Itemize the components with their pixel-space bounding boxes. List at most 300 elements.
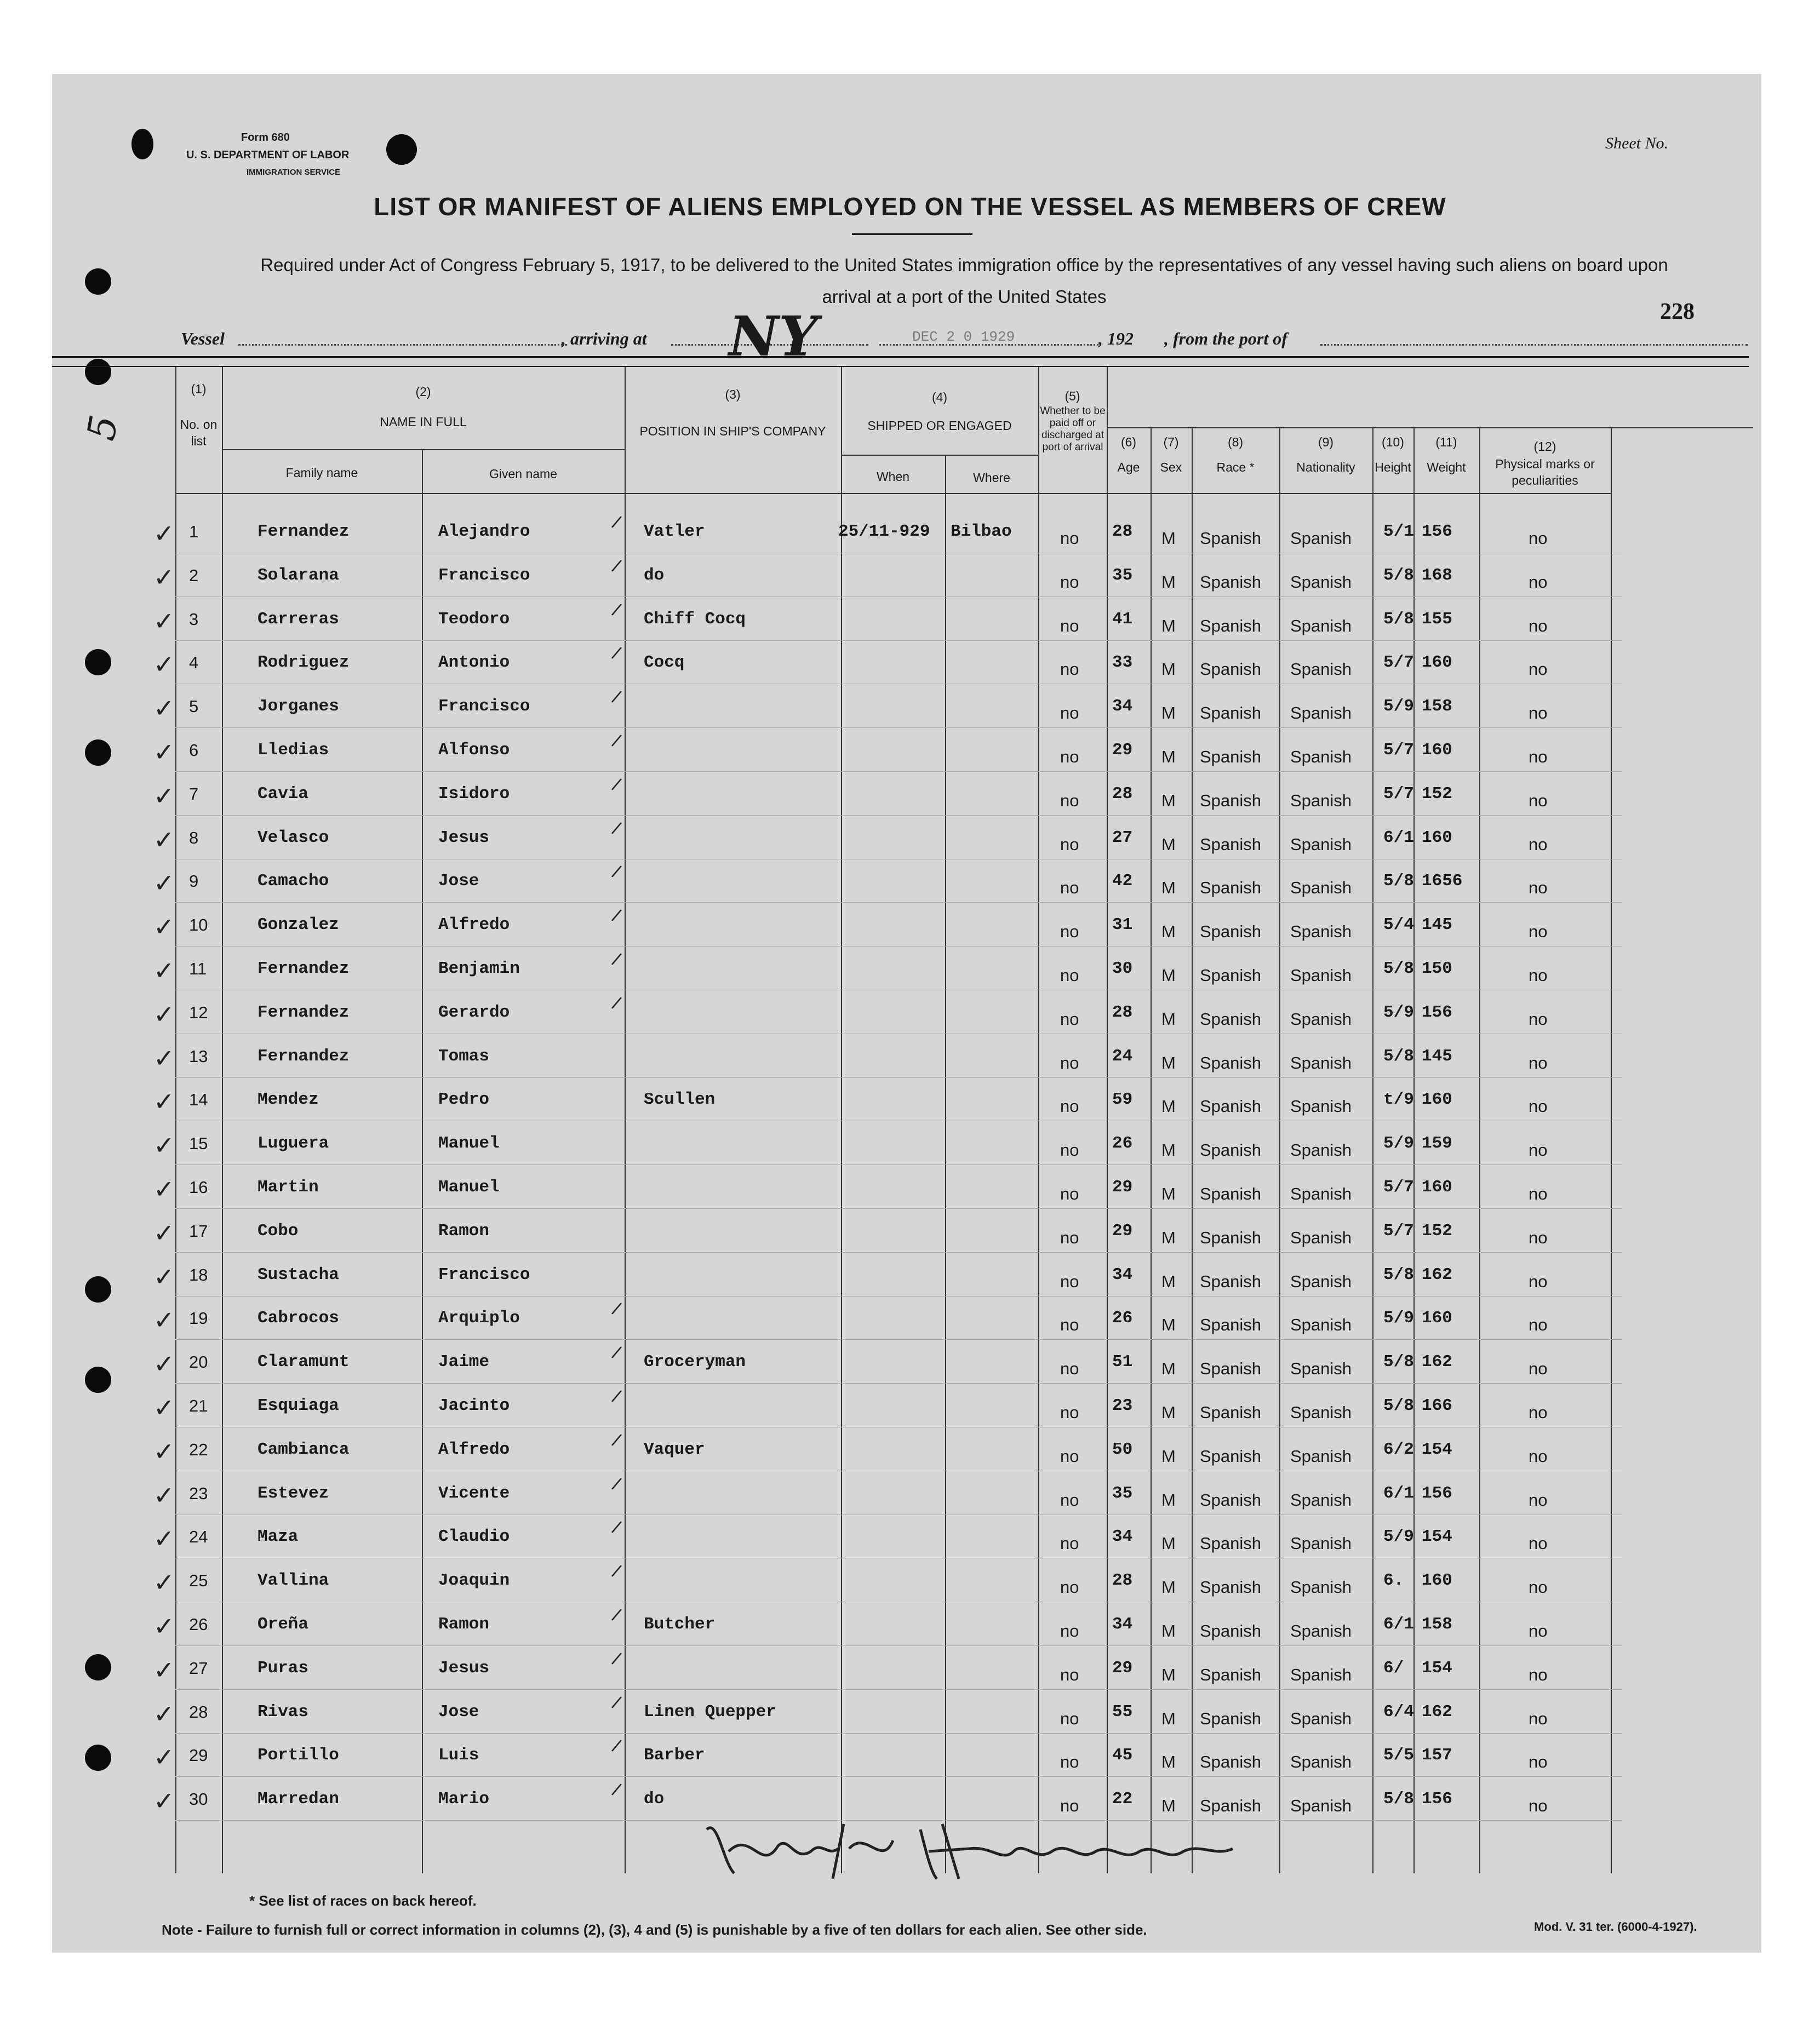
checkmark-icon: ✓: [153, 1786, 175, 1816]
given-name: Jose: [438, 871, 479, 891]
column-divider: [1151, 427, 1152, 1873]
sex: M: [1161, 1184, 1176, 1203]
paid-off: no: [1060, 1752, 1079, 1772]
physical-marks: no: [1529, 1708, 1548, 1728]
row-number: 18: [189, 1265, 208, 1284]
column-divider: [1038, 367, 1039, 1873]
checkmark-icon: ✓: [153, 1436, 175, 1466]
physical-marks: no: [1529, 703, 1548, 723]
weight: 154: [1422, 1527, 1452, 1547]
height: 5/8: [1383, 1046, 1414, 1066]
age: 34: [1112, 1265, 1133, 1284]
checkmark-icon: ✓: [153, 868, 175, 898]
paid-off: no: [1060, 616, 1079, 635]
race: Spanish: [1200, 703, 1262, 723]
row-rule: [175, 1383, 1622, 1384]
height: 5/7: [1383, 784, 1414, 804]
paid-off: no: [1060, 1578, 1079, 1597]
family-name: Lledias: [257, 741, 329, 760]
family-name: Puras: [257, 1658, 309, 1678]
row-rule: [175, 1252, 1622, 1253]
nationality: Spanish: [1290, 1228, 1352, 1247]
header-rule: [841, 455, 1038, 456]
checkmark-icon: ✓: [153, 737, 175, 767]
row-rule: [175, 1208, 1622, 1209]
punch-hole: [85, 1276, 111, 1303]
nationality: Spanish: [1290, 1315, 1352, 1335]
height: 5/1: [1383, 522, 1414, 541]
row-number: 3: [189, 609, 199, 629]
handwritten-check-icon: /: [609, 1343, 623, 1364]
height: 5/9: [1383, 697, 1414, 716]
family-name: Sustacha: [257, 1265, 339, 1284]
paid-off: no: [1060, 790, 1079, 810]
col8-number: (8): [1227, 435, 1244, 449]
paid-off: no: [1060, 529, 1079, 548]
height: 6/1: [1383, 1615, 1414, 1634]
row-number: 9: [189, 871, 199, 891]
col11-number: (11): [1435, 435, 1457, 449]
given-name: Ramon: [438, 1221, 490, 1241]
handwritten-check-icon: /: [609, 774, 623, 796]
nationality: Spanish: [1290, 1009, 1352, 1029]
paid-off: no: [1060, 659, 1079, 679]
sex: M: [1161, 1621, 1176, 1641]
race: Spanish: [1200, 1315, 1262, 1335]
handwritten-check-icon: /: [609, 818, 623, 839]
nationality: Spanish: [1290, 1665, 1352, 1684]
family-name: Rivas: [257, 1702, 309, 1722]
col2-header: NAME IN FULL: [380, 415, 467, 429]
handwritten-check-icon: /: [609, 1780, 623, 1801]
weight: 168: [1422, 565, 1452, 585]
sex: M: [1161, 616, 1176, 635]
column-divider: [1611, 427, 1612, 1873]
race: Spanish: [1200, 1097, 1262, 1116]
sex: M: [1161, 1578, 1176, 1597]
physical-marks: no: [1529, 1578, 1548, 1597]
race: Spanish: [1200, 966, 1262, 985]
nationality: Spanish: [1290, 1097, 1352, 1116]
weight: 160: [1422, 1571, 1452, 1591]
checkmark-icon: ✓: [153, 999, 175, 1029]
paid-off: no: [1060, 1271, 1079, 1291]
row-number: 28: [189, 1702, 208, 1722]
column-divider: [422, 449, 423, 1873]
sheet-number-label: Sheet No.: [1605, 134, 1668, 152]
nationality: Spanish: [1290, 834, 1352, 854]
paid-off: no: [1060, 922, 1079, 942]
punch-hole: [85, 649, 111, 675]
row-number: 14: [189, 1090, 208, 1110]
physical-marks: no: [1529, 1490, 1548, 1510]
age: 51: [1112, 1352, 1133, 1372]
checkmark-icon: ✓: [153, 1393, 175, 1423]
family-name: Maza: [257, 1527, 299, 1547]
column-divider: [841, 367, 842, 1873]
nationality: Spanish: [1290, 572, 1352, 592]
col1-number: (1): [191, 382, 207, 396]
position: Butcher: [644, 1615, 716, 1634]
race: Spanish: [1200, 529, 1262, 548]
col12-header: Physical marks or peculiarities: [1495, 457, 1595, 487]
row-number: 2: [189, 565, 199, 585]
weight: 158: [1422, 1615, 1452, 1634]
row-number: 19: [189, 1309, 208, 1328]
row-rule: [175, 1077, 1622, 1078]
margin-note: 5: [78, 411, 127, 444]
punch-hole: [85, 739, 111, 766]
position: Groceryman: [644, 1352, 746, 1372]
physical-marks: no: [1529, 1752, 1548, 1772]
age: 34: [1112, 1615, 1133, 1634]
weight: 150: [1422, 959, 1452, 978]
nationality: Spanish: [1290, 1403, 1352, 1422]
given-name: Joaquin: [438, 1571, 510, 1591]
family-name: Solarana: [257, 565, 339, 585]
punch-hole: [85, 268, 111, 295]
shipped-where: Bilbao: [951, 522, 1012, 541]
height: 5/8: [1383, 1396, 1414, 1415]
age: 28: [1112, 1571, 1133, 1591]
race: Spanish: [1200, 1184, 1262, 1203]
checkmark-icon: ✓: [153, 1305, 175, 1335]
row-number: 16: [189, 1178, 208, 1197]
row-rule: [175, 902, 1622, 903]
weight: 156: [1422, 1789, 1452, 1809]
paid-off: no: [1060, 1403, 1079, 1422]
nationality: Spanish: [1290, 790, 1352, 810]
race: Spanish: [1200, 922, 1262, 942]
sex: M: [1161, 1359, 1176, 1379]
checkmark-icon: ✓: [153, 781, 175, 811]
age: 31: [1112, 915, 1133, 935]
race: Spanish: [1200, 1621, 1262, 1641]
physical-marks: no: [1529, 1796, 1548, 1816]
from-port-field[interactable]: [1320, 344, 1748, 346]
family-name: Vallina: [257, 1571, 329, 1591]
page-number: 228: [1660, 299, 1695, 324]
age: 28: [1112, 522, 1133, 541]
given-name: Francisco: [438, 697, 530, 716]
col7-header: Sex: [1160, 460, 1182, 474]
checkmark-icon: ✓: [153, 562, 175, 592]
family-name: Fernandez: [257, 1002, 350, 1022]
physical-marks: no: [1529, 1315, 1548, 1335]
race: Spanish: [1200, 1140, 1262, 1160]
punch-hole: [85, 1654, 111, 1680]
age: 50: [1112, 1439, 1133, 1459]
nationality: Spanish: [1290, 1053, 1352, 1072]
row-number: 5: [189, 697, 199, 716]
race: Spanish: [1200, 747, 1262, 766]
row-number: 24: [189, 1527, 208, 1547]
row-number: 22: [189, 1439, 208, 1459]
handwritten-check-icon: /: [609, 1736, 623, 1757]
physical-marks: no: [1529, 616, 1548, 635]
given-name: Arquiplo: [438, 1309, 520, 1328]
row-number: 26: [189, 1615, 208, 1634]
race: Spanish: [1200, 1708, 1262, 1728]
race: Spanish: [1200, 1490, 1262, 1510]
family-name: Gonzalez: [257, 915, 339, 935]
family-name: Camacho: [257, 871, 329, 891]
paid-off: no: [1060, 1708, 1079, 1728]
position: Cocq: [644, 653, 685, 673]
sex: M: [1161, 747, 1176, 766]
row-rule: [175, 727, 1622, 728]
sex: M: [1161, 790, 1176, 810]
nationality: Spanish: [1290, 1140, 1352, 1160]
nationality: Spanish: [1290, 1184, 1352, 1203]
race: Spanish: [1200, 1359, 1262, 1379]
family-name: Portillo: [257, 1746, 339, 1765]
race: Spanish: [1200, 1271, 1262, 1291]
signature: [685, 1797, 1277, 1892]
weight: 154: [1422, 1439, 1452, 1459]
sex: M: [1161, 1228, 1176, 1247]
paid-off: no: [1060, 1228, 1079, 1247]
col5-header: Whether to be paid off or discharged at port of arrival: [1040, 405, 1106, 453]
handwritten-check-icon: /: [609, 1604, 623, 1626]
sex: M: [1161, 922, 1176, 942]
age: 41: [1112, 609, 1133, 629]
vessel-field[interactable]: [238, 344, 567, 346]
column-divider: [222, 367, 223, 1873]
sex: M: [1161, 1315, 1176, 1335]
paid-off: no: [1060, 1490, 1079, 1510]
family-name: Luguera: [257, 1134, 329, 1154]
physical-marks: no: [1529, 1403, 1548, 1422]
position: Linen Quepper: [644, 1702, 776, 1722]
handwritten-check-icon: /: [609, 1473, 623, 1495]
form-header: [186, 129, 349, 181]
form-number: Form 680: [241, 131, 290, 144]
checkmark-icon: ✓: [153, 1087, 175, 1117]
race: Spanish: [1200, 1446, 1262, 1466]
checkmark-icon: ✓: [153, 956, 175, 985]
height: 6.: [1383, 1571, 1404, 1591]
given-name: Francisco: [438, 1265, 530, 1284]
date-field[interactable]: [879, 344, 1098, 346]
weight: 162: [1422, 1352, 1452, 1372]
weight: 156: [1422, 522, 1452, 541]
family-name: Fernandez: [257, 1046, 350, 1066]
sex: M: [1161, 1708, 1176, 1728]
physical-marks: no: [1529, 1184, 1548, 1203]
header-body-rule: [175, 493, 1611, 494]
physical-marks: no: [1529, 1665, 1548, 1684]
column-divider: [1279, 427, 1280, 1873]
nationality: Spanish: [1290, 1578, 1352, 1597]
paid-off: no: [1060, 1184, 1079, 1203]
punch-hole: [85, 359, 111, 385]
age: 29: [1112, 1178, 1133, 1197]
physical-marks: no: [1529, 1359, 1548, 1379]
row-rule: [175, 815, 1622, 816]
physical-marks: no: [1529, 922, 1548, 942]
given-name: Pedro: [438, 1090, 490, 1110]
sex: M: [1161, 1534, 1176, 1553]
age: 27: [1112, 828, 1133, 847]
weight: 162: [1422, 1702, 1452, 1722]
weight: 145: [1422, 915, 1452, 935]
race: Spanish: [1200, 616, 1262, 635]
paid-off: no: [1060, 1359, 1079, 1379]
page-title: LIST OR MANIFEST OF ALIENS EMPLOYED ON THE VESSEL AS MEMBERS OF CREW: [374, 192, 1446, 221]
height: 5/8: [1383, 565, 1414, 585]
given-name: Claudio: [438, 1527, 510, 1547]
col8-header: Race *: [1216, 460, 1255, 474]
checkmark-icon: ✓: [153, 1568, 175, 1598]
physical-marks: no: [1529, 572, 1548, 592]
date-stamp: DEC 2 0 1929: [912, 329, 1015, 345]
age: 29: [1112, 1221, 1133, 1241]
nationality: Spanish: [1290, 747, 1352, 766]
nationality: Spanish: [1290, 966, 1352, 985]
punch-hole: [131, 129, 153, 159]
weight: 154: [1422, 1658, 1452, 1678]
age: 33: [1112, 653, 1133, 673]
handwritten-check-icon: /: [609, 599, 623, 621]
age: 29: [1112, 1658, 1133, 1678]
handwritten-check-icon: /: [609, 643, 623, 664]
height: 6/1: [1383, 1483, 1414, 1503]
year-label: , 192: [1098, 329, 1134, 348]
nationality: Spanish: [1290, 1490, 1352, 1510]
weight: 155: [1422, 609, 1452, 629]
race: Spanish: [1200, 659, 1262, 679]
physical-marks: no: [1529, 1009, 1548, 1029]
table-top-rule: [52, 356, 1749, 358]
signature-image: [685, 1797, 1277, 1890]
col3-header: POSITION IN SHIP'S COMPANY: [639, 424, 826, 438]
height: 5/8: [1383, 1265, 1414, 1284]
sex: M: [1161, 1796, 1176, 1816]
nationality: Spanish: [1290, 616, 1352, 635]
height: 5/8: [1383, 1789, 1414, 1809]
checkmark-icon: ✓: [153, 1480, 175, 1510]
paid-off: no: [1060, 966, 1079, 985]
family-name: Mendez: [257, 1090, 319, 1110]
checkmark-icon: ✓: [153, 1524, 175, 1554]
weight: 166: [1422, 1396, 1452, 1415]
age: 29: [1112, 741, 1133, 760]
height: 5/9: [1383, 1527, 1414, 1547]
page-subtitle: Required under Act of Congress February 5, 1917, to be delivered to the United States immigration office by the representatives of any vessel having such aliens on board upon arrival at a port of the United States: [260, 255, 1668, 307]
checkmark-icon: ✓: [153, 1742, 175, 1773]
row-rule: [175, 771, 1622, 772]
row-number: 17: [189, 1221, 208, 1241]
row-rule: [175, 1296, 1622, 1297]
title-rule: [852, 233, 972, 235]
column-divider: [1107, 367, 1108, 1873]
nationality: Spanish: [1290, 1621, 1352, 1641]
height: 5/4: [1383, 915, 1414, 935]
age: 28: [1112, 784, 1133, 804]
age: 35: [1112, 565, 1133, 585]
physical-marks: no: [1529, 834, 1548, 854]
row-rule: [175, 1645, 1622, 1646]
handwritten-check-icon: /: [609, 1561, 623, 1582]
row-rule: [175, 1689, 1622, 1690]
weight: 152: [1422, 1221, 1452, 1241]
age: 23: [1112, 1396, 1133, 1415]
col6-number: (6): [1120, 435, 1137, 449]
punch-hole: [85, 1367, 111, 1393]
race: Spanish: [1200, 1665, 1262, 1684]
col7-number: (7): [1163, 435, 1179, 449]
checkmark-icon: ✓: [153, 1043, 175, 1073]
paid-off: no: [1060, 1446, 1079, 1466]
handwritten-check-icon: /: [609, 1430, 623, 1452]
row-number: 25: [189, 1571, 208, 1591]
col9-header: Nationality: [1296, 460, 1355, 474]
column-divider: [625, 367, 626, 1873]
physical-marks: no: [1529, 1446, 1548, 1466]
position: Vatler: [644, 522, 705, 541]
height: 5/7: [1383, 1221, 1414, 1241]
height: 5/9: [1383, 1002, 1414, 1022]
race: Spanish: [1200, 1228, 1262, 1247]
position: do: [644, 565, 665, 585]
height: 6/2: [1383, 1439, 1414, 1459]
given-name: Alejandro: [438, 522, 530, 541]
physical-marks: no: [1529, 1053, 1548, 1072]
handwritten-check-icon: /: [609, 1692, 623, 1713]
row-number: 27: [189, 1658, 208, 1678]
weight: 160: [1422, 741, 1452, 760]
form-modification: Mod. V. 31 ter. (6000-4-1927).: [1534, 1920, 1697, 1934]
service-name: IMMIGRATION SERVICE: [247, 168, 341, 177]
family-name: Jorganes: [257, 697, 339, 716]
physical-marks: no: [1529, 1271, 1548, 1291]
row-number: 7: [189, 784, 199, 804]
row-number: 4: [189, 653, 199, 673]
nationality: Spanish: [1290, 1271, 1352, 1291]
checkmark-icon: ✓: [153, 650, 175, 680]
weight: 160: [1422, 1090, 1452, 1110]
race: Spanish: [1200, 1578, 1262, 1597]
sex: M: [1161, 572, 1176, 592]
sex: M: [1161, 1665, 1176, 1684]
age: 42: [1112, 871, 1133, 891]
sex: M: [1161, 878, 1176, 898]
age: 35: [1112, 1483, 1133, 1503]
col1-header: No. on list: [180, 417, 218, 448]
row-number: 20: [189, 1352, 208, 1372]
height: 5/5: [1383, 1746, 1414, 1765]
handwritten-check-icon: /: [609, 1386, 623, 1408]
given-name: Gerardo: [438, 1002, 510, 1022]
age: 55: [1112, 1702, 1133, 1722]
given-name: Alfonso: [438, 741, 510, 760]
col5-number: (5): [1064, 389, 1080, 403]
family-name: Esquiaga: [257, 1396, 339, 1415]
col9-number: (9): [1318, 435, 1334, 449]
physical-marks: no: [1529, 966, 1548, 985]
col6-header: Age: [1117, 460, 1140, 474]
physical-marks: no: [1529, 1140, 1548, 1160]
row-number: 23: [189, 1483, 208, 1503]
height: 6/: [1383, 1658, 1404, 1678]
family-name: Oreña: [257, 1615, 309, 1634]
checkmark-icon: ✓: [153, 1218, 175, 1248]
paid-off: no: [1060, 1796, 1079, 1816]
race: Spanish: [1200, 1796, 1262, 1816]
row-rule: [175, 596, 1622, 597]
nationality: Spanish: [1290, 922, 1352, 942]
